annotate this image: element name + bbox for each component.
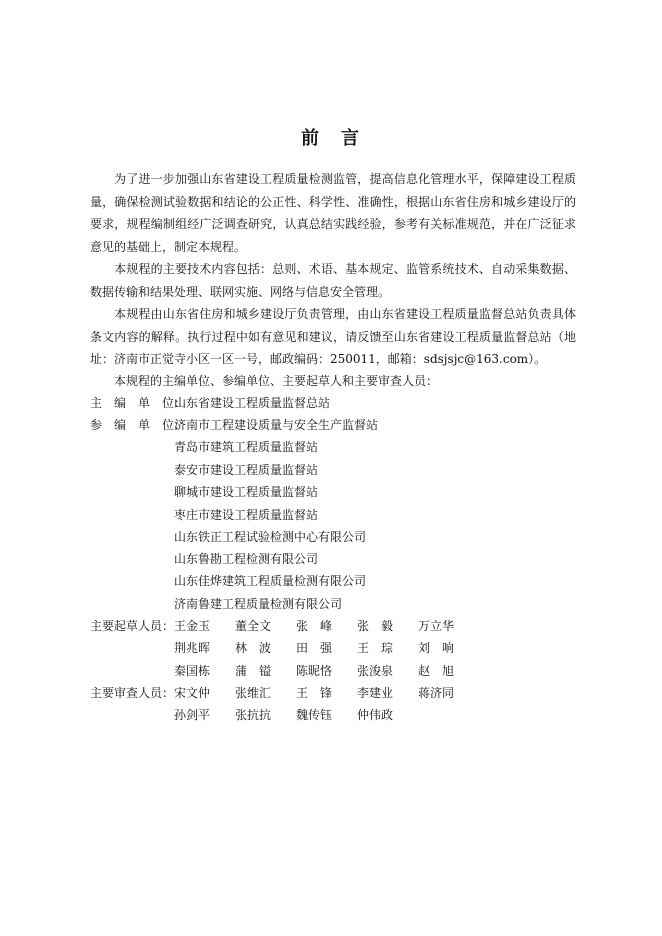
drafter-name: 林 波 (235, 641, 272, 655)
drafter-name: 王金玉 (174, 619, 211, 633)
reviewer-name: 李建业 (357, 686, 394, 700)
chief-editor-org: 山东省建设工程质量监督总站 (174, 396, 331, 410)
drafter-name: 万立华 (418, 619, 455, 633)
participant-org: 泰安市建设工程质量监督站 (174, 463, 319, 477)
paragraph-content: 本规程的主要技术内容包括：总则、术语、基本规定、监管系统技术、自动采集数据、数据传输和结果处理、联网实施、网络与信息安全管理。 (90, 262, 576, 299)
reviewer-name: 仲伟政 (357, 708, 394, 722)
reviewer-name: 孙剑平 (174, 708, 211, 722)
reviewers-label: 主要审查人员： (90, 686, 175, 700)
drafter-name: 田 强 (296, 641, 333, 655)
drafter-name: 蒲 镒 (235, 664, 272, 678)
reviewer-name: 张抗抗 (235, 708, 272, 722)
participant-org: 聊城市建设工程质量监督站 (174, 485, 319, 499)
participant-org: 济南鲁建工程质量检测有限公司 (174, 597, 343, 611)
drafter-name: 陈昵恪 (296, 664, 333, 678)
participant-org: 济南市工程建设质量与安全生产监督站 (174, 418, 379, 432)
participant-org: 枣庄市建设工程质量监督站 (174, 508, 319, 522)
participant-org: 山东鲁勘工程检测有限公司 (174, 552, 319, 566)
drafter-name: 秦国栋 (174, 664, 211, 678)
paragraph-units-intro: 本规程的主编单位、参编单位、主要起草人和主要审查人员： (114, 374, 439, 388)
paragraph-intro: 为了进一步加强山东省建设工程质量检测监管，提高信息化管理水平，保障建设工程质量，确保检测试验数据和结论的公正性、科学性、准确性，根据山东省住房和城乡建设厅的要求，规程编制组经广泛调查研究，认真总结实践经验，参考有关标准规范，并在广泛征求意见的基础上，制定本规程。 (90, 172, 576, 254)
drafter-name: 张浚泉 (357, 664, 394, 678)
reviewer-name: 魏传钰 (296, 708, 333, 722)
drafters-label: 主要起草人员： (90, 619, 175, 633)
paragraph-management: 本规程由山东省住房和城乡建设厅负责管理，由山东省建设工程质量监督总站负责具体条文内容的解释。执行过程中如有意见和建议，请反馈至山东省建设工程质量监督总站（地址：济南市正觉寺小区一区一号，邮政编码：250011，邮箱：sdsjsjc@163.com）。 (90, 307, 576, 366)
drafter-name: 荆兆晖 (174, 641, 211, 655)
drafter-name: 刘 响 (418, 641, 455, 655)
reviewer-name: 宋文仲 (174, 686, 211, 700)
participants-label: 参 编 单 位： (90, 418, 187, 432)
reviewer-name: 蒋济同 (418, 686, 455, 700)
reviewer-name: 王 锋 (296, 686, 333, 700)
drafter-name: 董全文 (235, 619, 272, 633)
participant-org: 山东铁正工程试验检测中心有限公司 (174, 530, 367, 544)
drafter-name: 张 峰 (296, 619, 333, 633)
participant-org: 山东佳烨建筑工程质量检测有限公司 (174, 574, 367, 588)
reviewer-name: 张维汇 (235, 686, 272, 700)
chief-editor-label: 主 编 单 位： (90, 396, 187, 410)
drafter-name: 张 毅 (357, 619, 394, 633)
drafter-name: 王 琮 (357, 641, 394, 655)
participant-org: 青岛市建筑工程质量监督站 (174, 440, 319, 454)
page-title: 前 言 (301, 128, 361, 149)
drafter-name: 赵 旭 (418, 664, 455, 678)
